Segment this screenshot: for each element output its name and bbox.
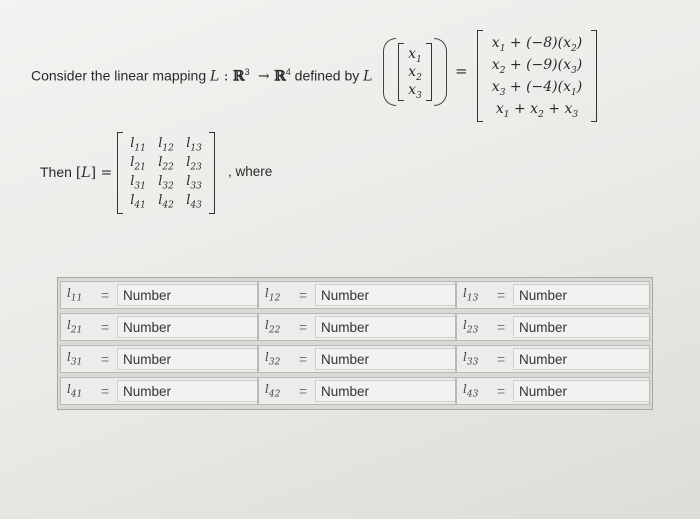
equals-sign: = — [455, 62, 468, 80]
answer-label-l22: $l_{22}$ — [265, 318, 281, 336]
answer-input-l21[interactable]: Number — [117, 316, 257, 338]
map-name-2: L — [363, 68, 373, 85]
matrix-entry-l22: $l_{22}$ — [158, 155, 174, 173]
codomain-space: ℝ — [274, 68, 286, 85]
codomain-dim: 4 — [285, 67, 291, 77]
answer-input-l43[interactable]: Number — [513, 380, 649, 402]
problem-statement: Consider the linear mapping L : ℝ$^3$ → ℝ$^4$ defined by L — [31, 67, 373, 85]
answer-grid — [57, 277, 653, 410]
answer-input-l31[interactable]: Number — [117, 348, 257, 370]
then-statement: Then [L] = — [40, 164, 113, 181]
answer-label-l12: $l_{12}$ — [265, 286, 281, 304]
answer-cell-l21 — [60, 313, 258, 341]
output-row-4: $x_1 + x_2 + x_3$ — [495, 101, 579, 120]
equals-sign: = — [299, 351, 308, 367]
answer-cell-l12 — [258, 281, 456, 309]
map-name: L — [210, 68, 220, 85]
equals-sign: = — [497, 383, 506, 399]
equals-sign: = — [497, 351, 506, 367]
matrix-entry-l31: $l_{31}$ — [130, 174, 146, 192]
answer-input-l22[interactable]: Number — [315, 316, 455, 338]
equals-sign: = — [497, 287, 506, 303]
input-x3: $x_3$ — [408, 82, 422, 101]
equals-sign: = — [101, 383, 110, 399]
answer-cell-l33 — [456, 345, 650, 373]
answer-cell-l41 — [60, 377, 258, 405]
matrix-name: L — [81, 165, 91, 181]
output-row-1: $x_1 + (-8)(x_2)$ — [491, 35, 583, 54]
output-vector — [477, 30, 597, 122]
matrix-entry-l41: $l_{41}$ — [130, 193, 146, 211]
answer-cell-l43 — [456, 377, 650, 405]
answer-label-l43: $l_{43}$ — [463, 382, 479, 400]
answer-cell-l13 — [456, 281, 650, 309]
answer-input-l41[interactable]: Number — [117, 380, 257, 402]
matrix-entry-l12: $l_{12}$ — [158, 136, 174, 154]
domain-space: ℝ — [232, 68, 245, 85]
equals-sign: = — [101, 319, 110, 335]
matrix-entry-l42: $l_{42}$ — [158, 193, 174, 211]
equals-sign: = — [299, 319, 308, 335]
input-x1: $x_1$ — [408, 46, 422, 65]
matrix-entry-l33: $l_{33}$ — [186, 174, 202, 192]
answer-label-l32: $l_{32}$ — [265, 350, 281, 368]
answer-cell-l31 — [60, 345, 258, 373]
answer-input-l11[interactable]: Number — [117, 284, 257, 306]
answer-input-l23[interactable]: Number — [513, 316, 649, 338]
matrix-entry-l13: $l_{13}$ — [186, 136, 202, 154]
input-vector — [398, 43, 432, 101]
equals-sign: = — [299, 287, 308, 303]
input-x2: $x_2$ — [408, 64, 422, 83]
answer-label-l21: $l_{21}$ — [67, 318, 83, 336]
answer-label-l11: $l_{11}$ — [67, 286, 83, 304]
answer-cell-l23 — [456, 313, 650, 341]
output-row-3: $x_3 + (-4)(x_1)$ — [491, 79, 583, 98]
answer-cell-l22 — [258, 313, 456, 341]
answer-input-l13[interactable]: Number — [513, 284, 649, 306]
defined-by-text: defined by — [294, 67, 360, 84]
answer-cell-l42 — [258, 377, 456, 405]
answer-label-l31: $l_{31}$ — [67, 350, 83, 368]
then-label: Then — [40, 164, 72, 180]
input-vector-group — [383, 40, 447, 104]
equals-sign: = — [497, 319, 506, 335]
domain-dim: 3 — [244, 67, 250, 77]
where-text: , where — [228, 164, 273, 179]
equals-sign: = — [101, 287, 110, 303]
answer-input-l42[interactable]: Number — [315, 380, 455, 402]
answer-label-l42: $l_{42}$ — [265, 382, 281, 400]
answer-cell-l11 — [60, 281, 258, 309]
answer-label-l13: $l_{13}$ — [463, 286, 479, 304]
matrix-entry-l11: $l_{11}$ — [130, 136, 146, 154]
matrix-entry-l21: $l_{21}$ — [130, 155, 146, 173]
answer-cell-l32 — [258, 345, 456, 373]
statement-intro: Consider the linear mapping — [31, 67, 207, 84]
answer-input-l33[interactable]: Number — [513, 348, 649, 370]
matrix-entry-l23: $l_{23}$ — [186, 155, 202, 173]
matrix-entry-l32: $l_{32}$ — [158, 174, 174, 192]
answer-input-l32[interactable]: Number — [315, 348, 455, 370]
answer-input-l12[interactable]: Number — [315, 284, 455, 306]
answer-label-l23: $l_{23}$ — [463, 318, 479, 336]
output-row-2: $x_2 + (-9)(x_3)$ — [491, 57, 583, 76]
matrix-entry-l43: $l_{43}$ — [186, 193, 202, 211]
l-matrix — [117, 132, 215, 214]
answer-label-l33: $l_{33}$ — [463, 350, 479, 368]
equals-sign: = — [101, 351, 110, 367]
equals-sign: = — [299, 383, 308, 399]
answer-label-l41: $l_{41}$ — [67, 382, 83, 400]
